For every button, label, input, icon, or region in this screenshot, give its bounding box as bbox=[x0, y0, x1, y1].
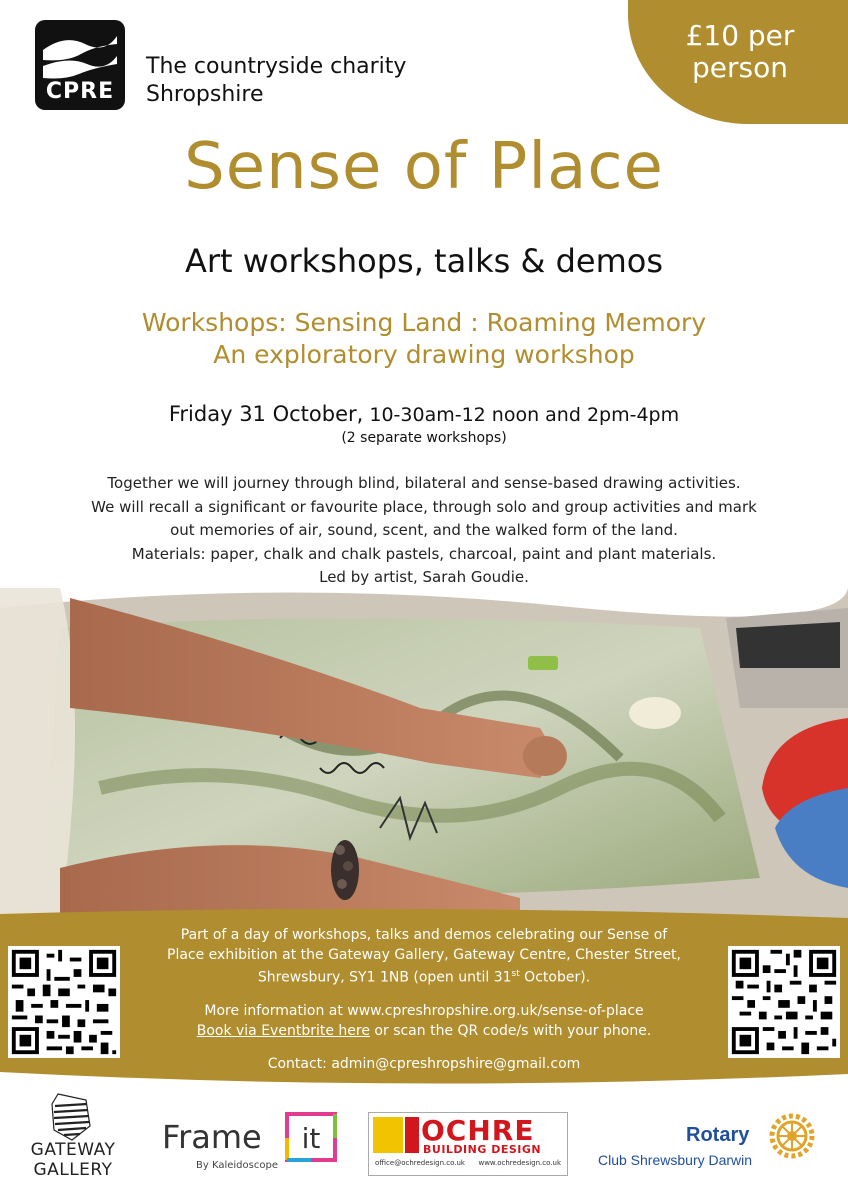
qr-code-icon bbox=[8, 946, 120, 1058]
info-address-end: October). bbox=[519, 969, 591, 986]
info-line bbox=[130, 965, 718, 988]
qr-code-left[interactable] bbox=[8, 946, 120, 1058]
price-line1: £10 per bbox=[685, 19, 795, 52]
rotary-sub: Club Shrewsbury Darwin bbox=[598, 1152, 753, 1168]
frameit-it-text: it bbox=[301, 1122, 321, 1155]
logo-text: CPRE bbox=[45, 79, 115, 104]
event-times: 10-30am-12 noon and 2pm-4pm bbox=[369, 404, 680, 426]
ochre-red-block bbox=[405, 1117, 419, 1153]
gateway-gallery-icon bbox=[52, 1094, 90, 1140]
rotary-wheel-icon bbox=[768, 1112, 816, 1160]
info-qr-note: or scan the QR code/s with your phone. bbox=[369, 1022, 652, 1039]
info-text bbox=[130, 926, 718, 1075]
qr-code-icon bbox=[728, 946, 840, 1058]
price-text bbox=[660, 20, 820, 84]
contact-email[interactable]: Contact: admin@cpreshropshire@gmail.com bbox=[267, 1056, 581, 1073]
description-line: Materials: paper, chalk and chalk pastels, charcoal, paint and plant materials. bbox=[131, 544, 717, 563]
gallery-label: GALLERY bbox=[33, 1160, 113, 1180]
rotary-word: Rotary bbox=[686, 1124, 750, 1146]
description-line: We will recall a significant or favourite place, through solo and group activities and mark bbox=[91, 497, 757, 516]
ochre-yellow-block bbox=[373, 1117, 403, 1153]
frameit-sub: By Kaleidoscope bbox=[196, 1160, 278, 1171]
event-schedule bbox=[0, 402, 848, 426]
page-subtitle: Art workshops, talks & demos bbox=[184, 242, 664, 280]
org-region: Shropshire bbox=[146, 82, 264, 107]
ochre-web: www.ochredesign.co.uk bbox=[478, 1159, 561, 1167]
ochre-logo bbox=[368, 1112, 568, 1176]
info-address: Shrewsbury, SY1 1NB (open until 31 bbox=[257, 969, 512, 986]
ochre-sub: BUILDING DESIGN bbox=[423, 1143, 542, 1156]
info-website[interactable]: More information at www.cpreshropshire.org.uk/sense-of-place bbox=[204, 1003, 644, 1020]
event-date: Friday 31 October, bbox=[168, 402, 364, 426]
info-line: Part of a day of workshops, talks and demos celebrating our Sense of bbox=[180, 927, 668, 943]
workshop-title: Workshops: Sensing Land : Roaming Memory bbox=[141, 308, 707, 337]
frameit-logo-word: Frame bbox=[162, 1118, 262, 1156]
eventbrite-link[interactable]: Book via Eventbrite here bbox=[196, 1022, 370, 1039]
ochre-word: OCHRE bbox=[421, 1114, 535, 1147]
description-line: Led by artist, Sarah Goudie. bbox=[319, 568, 529, 586]
page-title: Sense of Place bbox=[184, 130, 664, 204]
price-line2: person bbox=[692, 51, 788, 84]
description-line: Together we will journey through blind, bilateral and sense-based drawing activities. bbox=[107, 474, 741, 492]
qr-code-right[interactable] bbox=[728, 946, 840, 1058]
cpre-logo bbox=[35, 20, 125, 110]
info-date-suffix: st bbox=[511, 969, 520, 979]
info-line bbox=[130, 1022, 718, 1042]
info-line: Place exhibition at the Gateway Gallery, Gateway Centre, Chester Street, bbox=[167, 946, 681, 963]
frameit-icon bbox=[285, 1112, 337, 1162]
description bbox=[60, 472, 788, 590]
description-line: out memories of air, sound, scent, and the walked form of the land. bbox=[170, 521, 678, 539]
workshop-subtitle: An exploratory drawing workshop bbox=[213, 340, 635, 369]
workshop-photo bbox=[0, 588, 848, 918]
ochre-email: office@ochredesign.co.uk bbox=[375, 1159, 465, 1167]
org-name: The countryside charity bbox=[146, 54, 407, 79]
event-note: (2 separate workshops) bbox=[341, 430, 507, 446]
gateway-label: GATEWAY bbox=[30, 1140, 116, 1160]
